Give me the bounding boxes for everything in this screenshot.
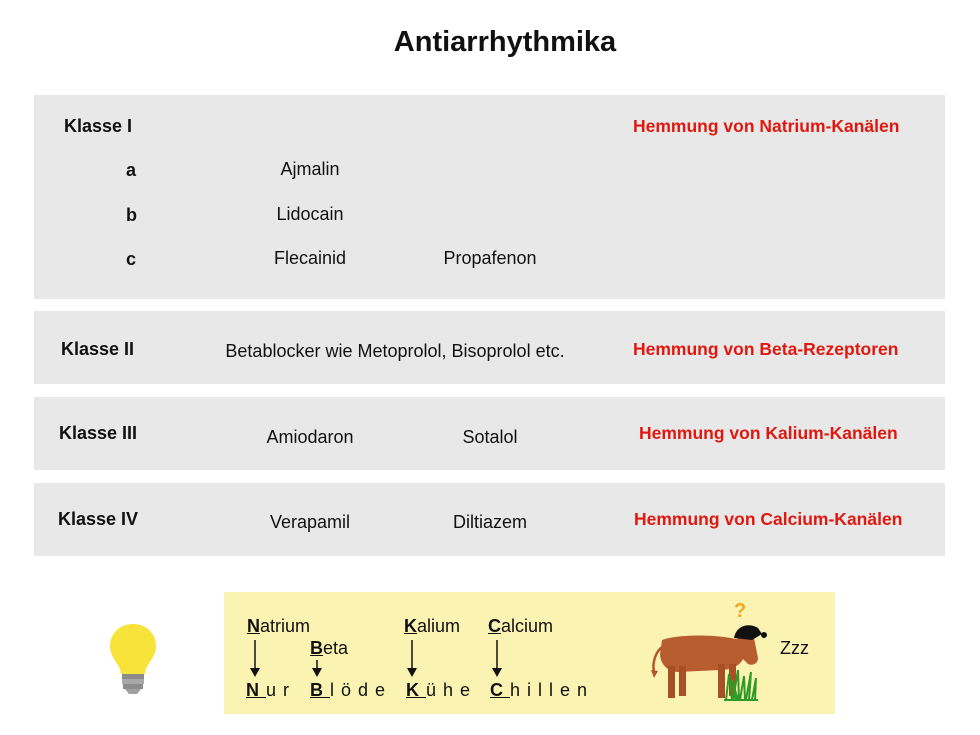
drug-propafenon: Propafenon: [443, 248, 537, 268]
drug-sotalol: Sotalol: [462, 427, 518, 447]
mnemonic-note: [224, 592, 835, 714]
sleeping-cow-icon: [648, 620, 768, 706]
class-2-label: Klasse II: [61, 339, 135, 359]
subclass-c-label: c: [126, 249, 137, 269]
phrase-bloede: Blöde: [310, 680, 393, 700]
drug-lidocain: Lidocain: [276, 204, 344, 224]
class-1-mechanism: Hemmung von Natrium-Kanälen: [633, 116, 900, 136]
arrow-down-icon: [406, 640, 418, 678]
phrase-chillen: Chillen: [490, 680, 595, 700]
page-title: Antiarrhythmika: [393, 26, 617, 58]
drug-diltiazem: Diltiazem: [452, 512, 528, 532]
class-3-label: Klasse III: [59, 423, 138, 443]
drug-amiodaron: Amiodaron: [266, 427, 354, 447]
drug-betablocker: Betablocker wie Metoprolol, Bisoprolol etc.: [225, 341, 565, 361]
sleep-text: Zzz: [780, 638, 809, 658]
lightbulb-icon: [108, 622, 158, 696]
phrase-nur: Nur: [246, 680, 297, 700]
phrase-kuehe: Kühe: [406, 680, 478, 700]
class-4-mechanism: Hemmung von Calcium-Kanälen: [634, 509, 903, 529]
class-2-mechanism: Hemmung von Beta-Rezeptoren: [633, 339, 899, 359]
class-3-panel: [34, 397, 945, 470]
arrow-down-icon: [491, 640, 503, 678]
class-4-label: Klasse IV: [58, 509, 139, 529]
class-2-panel: [34, 311, 945, 384]
arrow-down-icon: [249, 640, 261, 678]
ion-calcium: Calcium: [488, 616, 554, 636]
arrow-down-icon: [311, 660, 323, 678]
class-3-mechanism: Hemmung von Kalium-Kanälen: [639, 423, 898, 443]
ion-kalium: Kalium: [404, 616, 461, 636]
class-1-label: Klasse I: [64, 116, 133, 136]
ion-natrium: Natrium: [247, 616, 311, 636]
ion-beta: Beta: [310, 638, 349, 658]
question-mark: ?: [734, 600, 747, 622]
drug-verapamil: Verapamil: [269, 512, 351, 532]
drug-flecainid: Flecainid: [273, 248, 347, 268]
drug-ajmalin: Ajmalin: [280, 159, 340, 179]
class-1-panel: [34, 95, 945, 299]
subclass-a-label: a: [126, 160, 137, 180]
class-4-panel: [34, 483, 945, 556]
subclass-b-label: b: [126, 205, 137, 225]
